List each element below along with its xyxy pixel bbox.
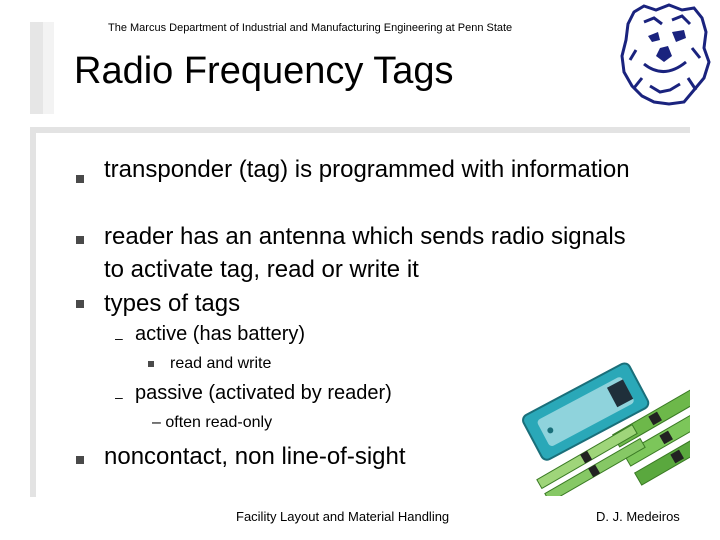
title-frame-accent-inner <box>43 22 54 114</box>
header-institution: The Marcus Department of Industrial and Manufacturing Engineering at Penn State <box>108 22 513 34</box>
square-bullet-icon <box>76 300 84 308</box>
bullet-types: types of tags <box>104 290 241 317</box>
rfid-tags-photo <box>518 346 690 496</box>
bullet-reader: reader has an antenna which sends radio signals to activate tag, read or write it <box>104 223 626 283</box>
square-bullet-icon <box>76 175 84 183</box>
bullet-noncontact: noncontact, non line-of-sight <box>104 443 406 470</box>
square-bullet-icon <box>148 361 154 367</box>
dash-bullet-icon: – <box>115 389 123 405</box>
sub-bullet-active: active (has battery) <box>135 323 306 345</box>
footer-author: D. J. Medeiros <box>596 509 680 524</box>
dash-bullet-icon: – <box>115 330 123 346</box>
sub-sub-bullet-read-only: – often read-only <box>152 414 273 431</box>
slide-title: Radio Frequency Tags <box>74 50 454 92</box>
bullet-transponder: transponder (tag) is programmed with information <box>104 156 630 183</box>
body-frame-left <box>30 127 36 497</box>
footer-course: Facility Layout and Material Handling <box>236 509 450 524</box>
sub-bullet-passive: passive (activated by reader) <box>135 382 392 404</box>
sub-sub-bullet-read-write: read and write <box>170 355 272 372</box>
nittany-lion-logo <box>614 2 714 106</box>
body-frame-top <box>30 127 690 133</box>
square-bullet-icon <box>76 456 84 464</box>
square-bullet-icon <box>76 236 84 244</box>
